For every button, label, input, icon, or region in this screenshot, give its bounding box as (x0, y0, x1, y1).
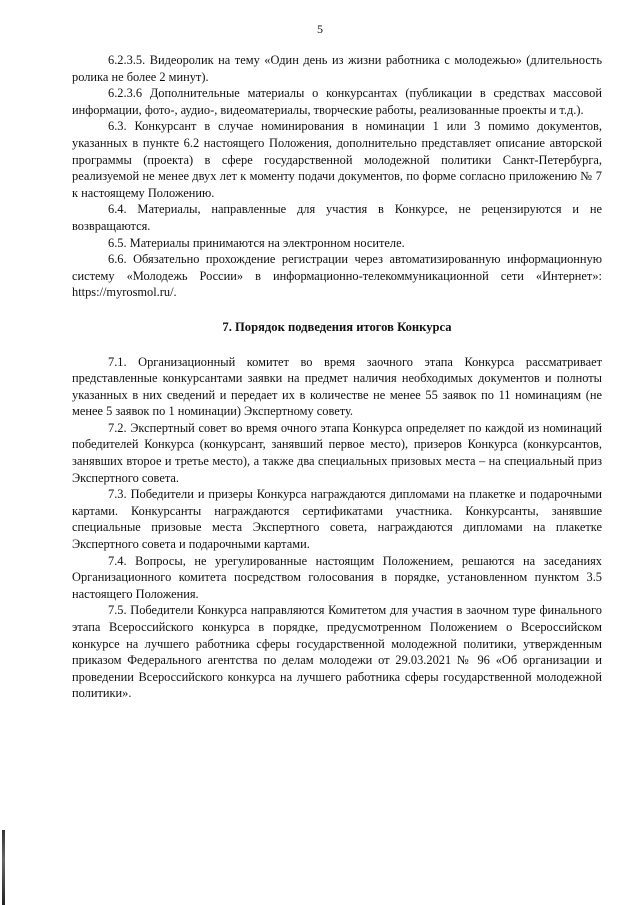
paragraph-7-5: 7.5. Победители Конкурса направляются Комитетом для участия в заочном туре финального этапа Всероссийского конкурса в порядке, предусмотренном Положением о Всероссийском конкурсе на лучшего работника сферы государственной молодежной политики, утвержденным приказом Федерального агентства по делам молодежи от 29.03.2021 № 96 «Об организации и проведении Всероссийского конкурса на лучшего работника сферы государственной молодежной политики». (72, 603, 602, 701)
paragraph-6-4: 6.4. Материалы, направленные для участия в Конкурсе, не рецензируются и не возвращаются. (72, 202, 602, 233)
paragraph-6-6: 6.6. Обязательно прохождение регистрации через автоматизированную информационную систему «Молодежь России» в информационно-телекоммуникационной сети «Интернет»: https://myrosmol.ru/. (72, 252, 602, 300)
paragraph-6-5: 6.5. Материалы принимаются на электронном носителе. (108, 235, 405, 250)
paragraph-6-3: 6.3. Конкурсант в случае номинирования в номинации 1 или 3 помимо документов, указанных в пункте 6.2 настоящего Положения, дополнительно представляет описание авторской программы (проекта) в сфере государственной молодежной политики Санкт-Петербурга, реализуемой не менее двух лет к моменту подачи документов, по форме согласно приложению № 7 к настоящему Положению. (72, 119, 602, 200)
paragraph-7-3: 7.3. Победители и призеры Конкурса награждаются дипломами на плакетке и подарочными картами. Конкурсанты награждаются сертификатами участника. Конкурсанты, занявшие специальные призовые места Экспертного совета, награждаются дипломами на плакетке Экспертного совета и подарочными картами. (72, 487, 602, 552)
page-number: 5 (317, 22, 323, 36)
paragraph-7-4: 7.4. Вопросы, не урегулированные настоящим Положением, решаются на заседаниях Организационного комитета посредством голосования в порядке, установленном пунктом 3.5 настоящего Положения. (72, 553, 602, 601)
section-heading: 7. Порядок подведения итогов Конкурса (222, 319, 452, 334)
paragraph-7-2: 7.2. Экспертный совет во время очного этапа Конкурса определяет по каждой из номинаций победителей Конкурса (конкурсант, занявший первое место), призеров Конкурса (конкурсантов, занявших второе и третье место), а также два специальных призовых места – на специальный приз Экспертного совета. (72, 420, 602, 485)
paragraph-6-2-3-6: 6.2.3.6 Дополнительные материалы о конкурсантах (публикации в средствах массовой информации, фото-, аудио-, видеоматериалы, творческие работы, реализованные проекты и т.д.). (72, 86, 602, 117)
paragraph-6-2-3-5: 6.2.3.5. Видеоролик на тему «Один день из жизни работника с молодежью» (длительность ролика не более 2 минут). (72, 53, 602, 84)
scan-edge-mark (2, 830, 5, 905)
document-body (72, 52, 602, 702)
paragraph-7-1: 7.1. Организационный комитет во время заочного этапа Конкурса рассматривает представленные конкурсантами заявки на предмет наличия необходимых документов и полноты указанных в них сведений и передает их в количестве не менее 55 заявок по 11 номинациям (не менее 5 заявок по 1 номинации) Экспертному совету. (72, 354, 602, 419)
